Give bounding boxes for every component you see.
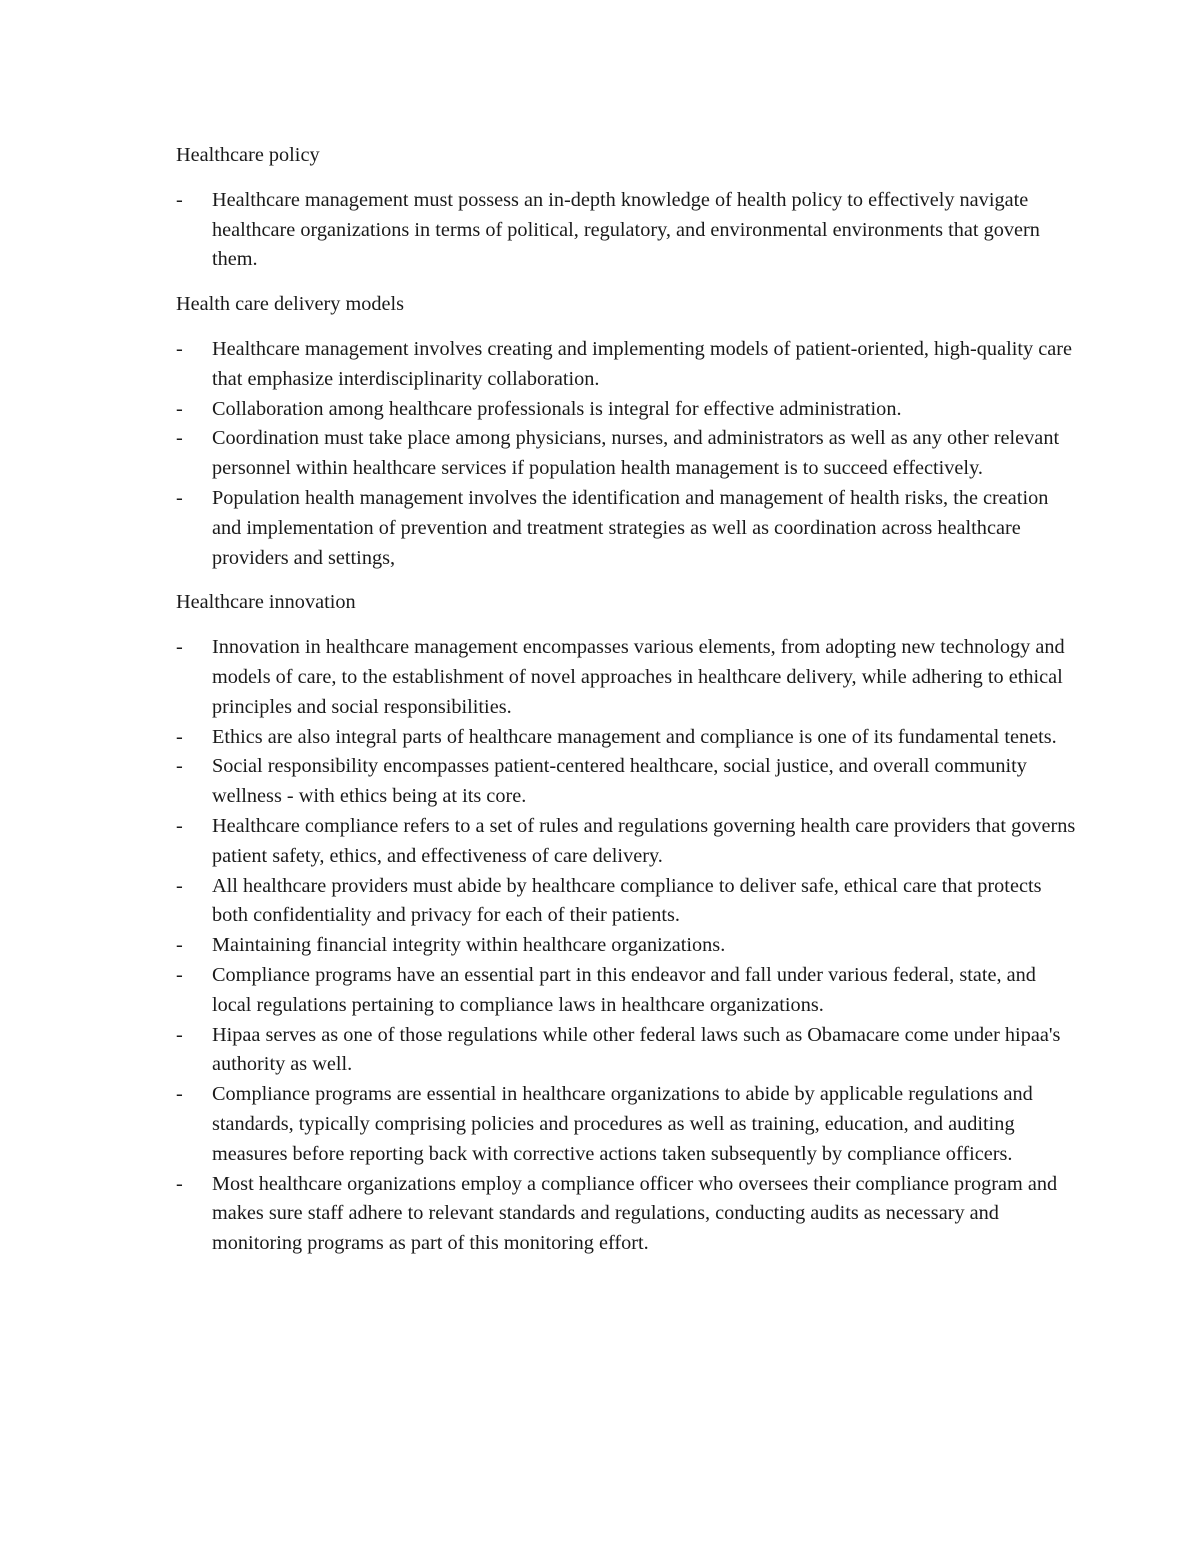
dash-bullet: - bbox=[176, 963, 183, 986]
dash-bullet: - bbox=[176, 427, 183, 450]
list-item bbox=[176, 723, 1076, 753]
dash-bullet: - bbox=[176, 1172, 183, 1195]
list-item-text: Healthcare compliance refers to a set of rules and regulations governing health care providers that governs patient safety, ethics, and effectiveness of care delivery. bbox=[212, 814, 1076, 867]
list-item-text: Population health management involves the identification and management of health risks, the creation and implementation of prevention and treatment strategies as well as coordination across healthcare providers and settings, bbox=[212, 486, 1049, 569]
dash-bullet: - bbox=[176, 725, 183, 748]
list-item bbox=[176, 872, 1076, 932]
list-item-text: Innovation in healthcare management encompasses various elements, from adopting new technology and models of care, to the establishment of novel approaches in healthcare delivery, while adhering to ethical principles and social responsibilities. bbox=[212, 636, 1065, 718]
dash-bullet: - bbox=[176, 874, 183, 897]
dash-bullet: - bbox=[176, 188, 183, 211]
list-item-text: Hipaa serves as one of those regulations while other federal laws such as Obamacare come under hipaa's authority as well. bbox=[212, 1023, 1061, 1076]
list-item bbox=[176, 395, 1076, 425]
dash-bullet: - bbox=[176, 337, 183, 360]
dash-bullet: - bbox=[176, 1023, 183, 1046]
dash-bullet: - bbox=[176, 636, 183, 659]
list-item bbox=[176, 633, 1076, 722]
dash-bullet: - bbox=[176, 755, 183, 778]
list-item-text: Ethics are also integral parts of healthcare management and compliance is one of its fundamental tenets. bbox=[212, 725, 1057, 748]
dash-bullet: - bbox=[176, 397, 183, 420]
list-item-text: Compliance programs are essential in healthcare organizations to abide by applicable regulations and standards, typically comprising policies and procedures as well as training, education, and auditing measures before reporting back with corrective actions taken subsequently by compliance officers. bbox=[212, 1083, 1033, 1165]
section-heading-healthcare-innovation: Healthcare innovation bbox=[176, 591, 356, 614]
list-item-text: Social responsibility encompasses patient-centered healthcare, social justice, and overall community wellness - with ethics being at its core. bbox=[212, 755, 1027, 808]
dash-bullet: - bbox=[176, 814, 183, 837]
list-item bbox=[176, 961, 1076, 1021]
bullet-list-healthcare-innovation bbox=[176, 633, 1076, 1259]
list-item-text: Healthcare management involves creating and implementing models of patient-oriented, high-quality care that emphasize interdisciplinarity collaboration. bbox=[212, 337, 1072, 390]
list-item bbox=[176, 1080, 1076, 1169]
section-heading-healthcare-policy: Healthcare policy bbox=[176, 144, 320, 166]
list-item bbox=[176, 1021, 1076, 1081]
bullet-list-healthcare-policy bbox=[176, 186, 1076, 275]
list-item bbox=[176, 186, 1076, 275]
list-item bbox=[176, 1170, 1076, 1259]
dash-bullet: - bbox=[176, 934, 183, 957]
list-item bbox=[176, 752, 1076, 812]
dash-bullet: - bbox=[176, 486, 183, 509]
list-item bbox=[176, 424, 1076, 484]
list-item bbox=[176, 335, 1076, 395]
list-item-text: Collaboration among healthcare professionals is integral for effective administration. bbox=[212, 397, 902, 420]
list-item-text: Coordination must take place among physicians, nurses, and administrators as well as any other relevant personnel within healthcare services if population health management is to succeed effectively. bbox=[212, 427, 1060, 480]
list-item bbox=[176, 484, 1076, 573]
list-item-text: Maintaining financial integrity within healthcare organizations. bbox=[212, 934, 726, 957]
list-item-text: Most healthcare organizations employ a compliance officer who oversees their compliance program and makes sure staff adhere to relevant standards and regulations, conducting audits as necessary and monitoring programs as part of this monitoring effort. bbox=[212, 1172, 1058, 1255]
list-item-text: Compliance programs have an essential part in this endeavor and fall under various federal, state, and local regulations pertaining to compliance laws in healthcare organizations. bbox=[212, 963, 1036, 1016]
section-heading-delivery-models: Health care delivery models bbox=[176, 293, 405, 316]
bullet-list-delivery-models bbox=[176, 335, 1076, 573]
list-item bbox=[176, 812, 1076, 872]
dash-bullet: - bbox=[176, 1083, 183, 1106]
document-page bbox=[176, 141, 1076, 1274]
list-item-text: All healthcare providers must abide by healthcare compliance to deliver safe, ethical care that protects both confidentiality and privacy for each of their patients. bbox=[212, 874, 1042, 927]
list-item bbox=[176, 931, 1076, 961]
list-item-text: Healthcare management must possess an in-depth knowledge of health policy to effectively navigate healthcare organizations in terms of political, regulatory, and environmental environments that govern them. bbox=[212, 188, 1040, 271]
